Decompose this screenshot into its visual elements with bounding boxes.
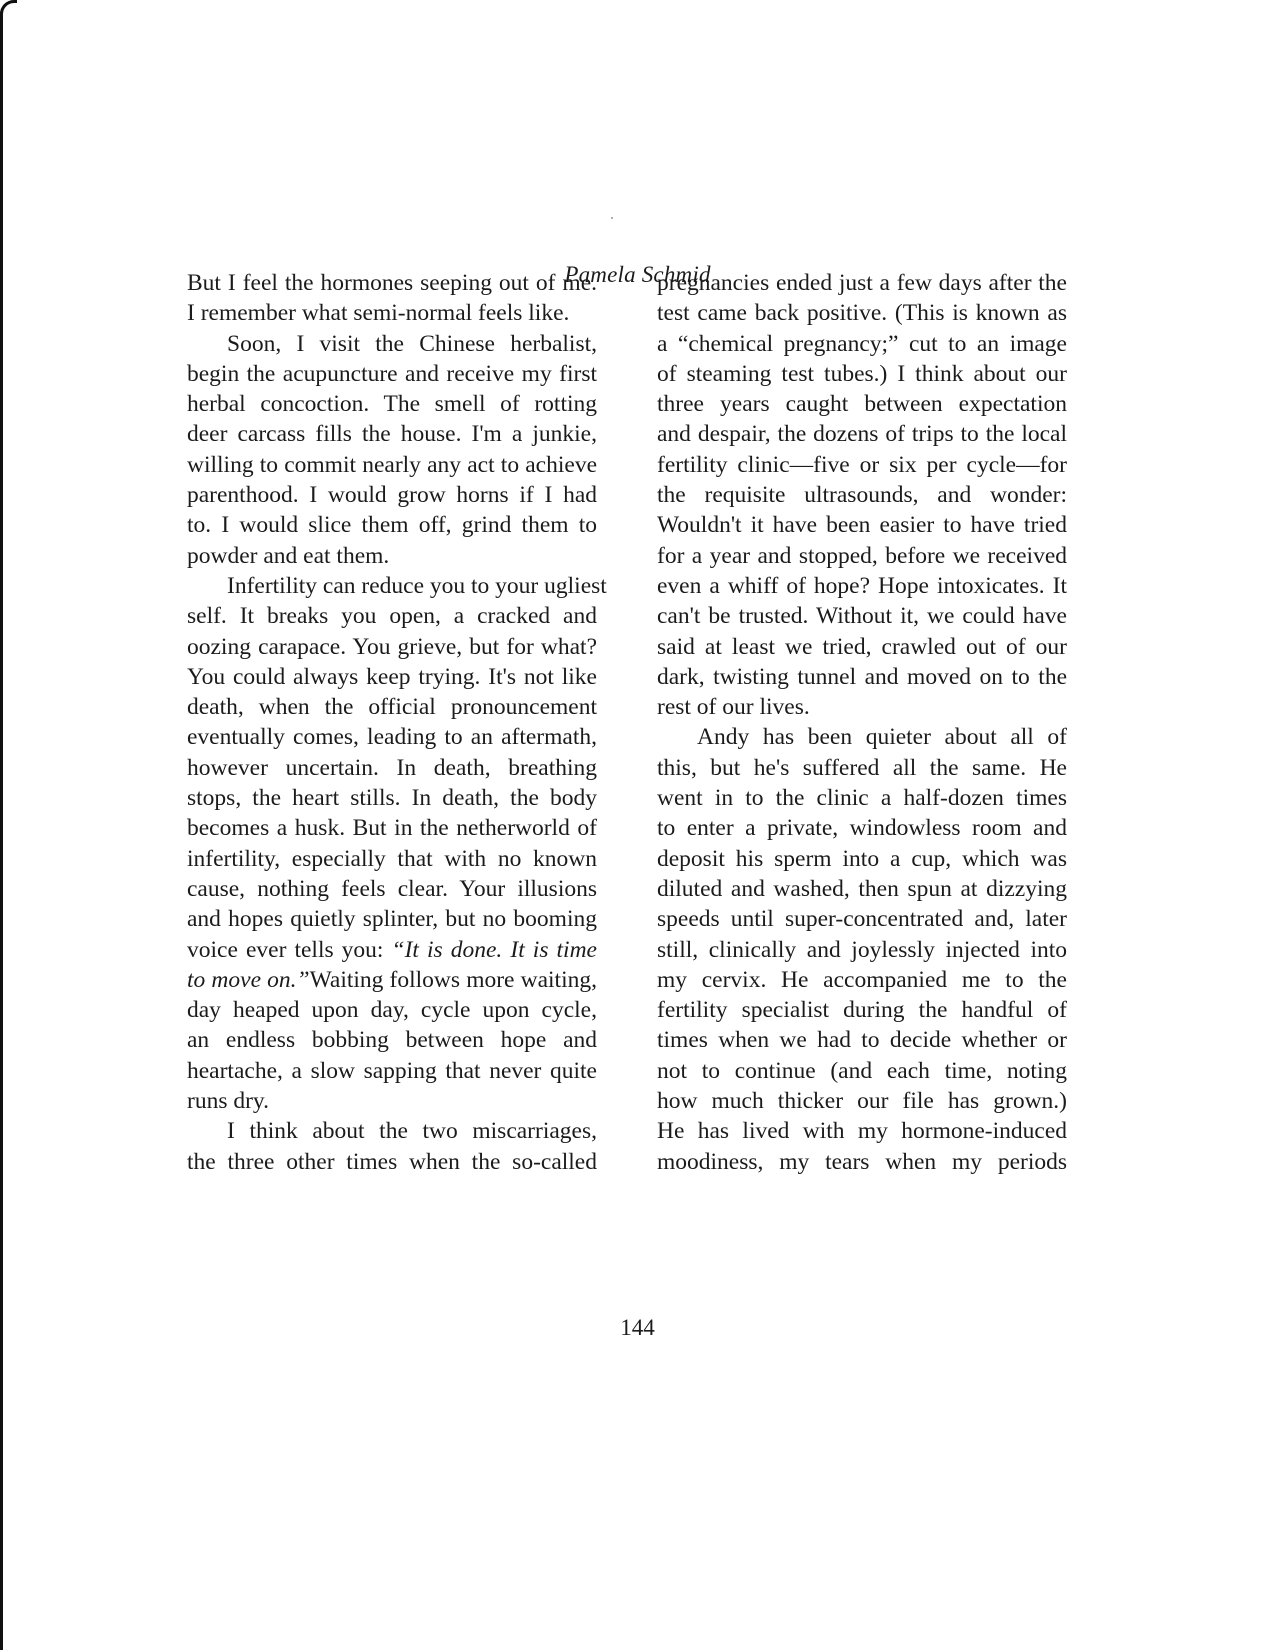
line-text: the three other times when the so-called <box>187 1148 597 1175</box>
line-text: even a whiff of hope? Hope intoxicates. It <box>657 572 1067 599</box>
text-line <box>657 1116 1067 1146</box>
line-text: however uncertain. In death, breathing <box>187 754 597 781</box>
text-line <box>657 722 1067 752</box>
line-text: my cervix. He accompanied me to the <box>657 966 1067 993</box>
text-line <box>187 722 597 752</box>
line-text: deer carcass fills the house. I'm a junkie, <box>187 421 597 448</box>
line-text: I think about the two miscarriages, <box>227 1118 597 1145</box>
text-line <box>187 935 597 965</box>
line-text: of steaming test tubes.) I think about our <box>657 360 1067 387</box>
italic-quote: to move on.” <box>187 966 310 993</box>
line-text: deposit his sperm into a cup, which was <box>657 845 1067 872</box>
text-line <box>657 692 1067 722</box>
line-text: and hopes quietly splinter, but no booming <box>187 906 597 933</box>
line-text: three years caught between expectation <box>657 391 1067 418</box>
text-line <box>657 298 1067 328</box>
text-line <box>657 419 1067 449</box>
text-line <box>187 450 597 480</box>
line-text: You could always keep trying. It's not like <box>187 663 597 690</box>
text-line <box>187 1086 597 1116</box>
text-line <box>187 874 597 904</box>
line-text: not to continue (and each time, noting <box>657 1057 1067 1084</box>
text-line <box>657 389 1067 419</box>
text-line <box>657 1056 1067 1086</box>
text-line <box>187 692 597 722</box>
text-line <box>657 329 1067 359</box>
line-text: and despair, the dozens of trips to the local <box>657 421 1067 448</box>
line-text: I remember what semi-normal feels like. <box>187 300 570 327</box>
line-text: test came back positive. (This is known as <box>657 300 1067 327</box>
line-text: begin the acupuncture and receive my first <box>187 360 597 387</box>
page-number: 144 <box>620 1315 655 1340</box>
text-line <box>657 753 1067 783</box>
line-text: how much thicker our file has grown.) <box>657 1088 1067 1115</box>
text-line <box>657 1086 1067 1116</box>
line-text: said at least we tried, crawled out of our <box>657 633 1067 660</box>
running-header: Pamela Schmid <box>564 262 711 287</box>
text-line <box>187 389 597 419</box>
line-text: times when we had to decide whether or <box>657 1027 1067 1054</box>
line-text: rest of our lives. <box>657 694 810 721</box>
text-line <box>187 1147 597 1177</box>
text-line <box>657 450 1067 480</box>
text-line <box>657 874 1067 904</box>
right-column <box>657 268 1067 1177</box>
text-line <box>187 844 597 874</box>
text-line <box>187 510 597 540</box>
line-text: self. It breaks you open, a cracked and <box>187 603 597 630</box>
line-text: He has lived with my hormone-induced <box>657 1118 1067 1145</box>
text-line <box>187 571 607 601</box>
text-line <box>657 813 1067 843</box>
line-text: willing to commit nearly any act to achieve <box>187 451 597 478</box>
line-text: can't be trusted. Without it, we could have <box>657 603 1067 630</box>
line-text: Infertility can reduce you to your ugliest <box>227 572 607 599</box>
line-text: death, when the official pronouncement <box>187 694 597 721</box>
line-text: becomes a husk. But in the netherworld of <box>187 815 597 842</box>
text-line <box>657 844 1067 874</box>
text-line <box>657 783 1067 813</box>
text-line <box>187 965 597 995</box>
line-text: went in to the clinic a half-dozen times <box>657 785 1067 812</box>
line-text: Waiting follows more waiting, <box>309 966 597 993</box>
text-line <box>657 965 1067 995</box>
line-text: voice ever tells you: <box>187 936 392 963</box>
text-line <box>187 813 597 843</box>
line-text: speeds until super-concentrated and, later <box>657 906 1067 933</box>
scan-edge <box>0 0 30 1650</box>
line-text: stops, the heart stills. In death, the body <box>187 785 597 812</box>
text-line <box>657 632 1067 662</box>
text-line <box>657 995 1067 1025</box>
line-text: day heaped upon day, cycle upon cycle, <box>187 997 597 1024</box>
line-text: fertility clinic—five or six per cycle—for <box>657 451 1067 478</box>
text-line <box>657 268 1067 298</box>
line-text: a “chemical pregnancy;” cut to an image <box>657 330 1067 357</box>
line-text: runs dry. <box>187 1088 270 1115</box>
line-text: cause, nothing feels clear. Your illusions <box>187 875 597 902</box>
line-text: the requisite ultrasounds, and wonder: <box>657 482 1067 509</box>
line-text: pregnancies ended just a few days after the <box>657 270 1067 296</box>
text-line <box>187 995 597 1025</box>
line-text: this, but he's suffered all the same. He <box>657 754 1067 781</box>
line-text: to. I would slice them off, grind them to <box>187 512 597 539</box>
left-column <box>187 268 607 1177</box>
line-text: dark, twisting tunnel and moved on to the <box>657 663 1067 690</box>
line-text: diluted and washed, then spun at dizzying <box>657 875 1067 902</box>
text-line <box>187 329 597 359</box>
text-line <box>187 601 597 631</box>
text-line <box>657 1025 1067 1055</box>
text-line <box>187 632 597 662</box>
line-text: an endless bobbing between hope and <box>187 1027 597 1054</box>
text-line <box>657 541 1067 571</box>
text-line <box>657 1147 1067 1177</box>
line-text: Soon, I visit the Chinese herbalist, <box>227 330 597 357</box>
text-line <box>657 662 1067 692</box>
text-line <box>657 480 1067 510</box>
text-line <box>187 298 597 328</box>
text-line <box>187 1056 597 1086</box>
line-text: Andy has been quieter about all of <box>697 724 1067 751</box>
text-line <box>187 480 597 510</box>
text-line <box>187 268 597 298</box>
text-line <box>657 601 1067 631</box>
line-text: moodiness, my tears when my periods <box>657 1148 1067 1175</box>
text-line <box>187 541 597 571</box>
line-text: to enter a private, windowless room and <box>657 815 1067 842</box>
text-line <box>187 783 597 813</box>
line-text: still, clinically and joylessly injected into <box>657 936 1067 963</box>
text-line <box>657 935 1067 965</box>
italic-quote: “It is done. It is time <box>391 936 597 963</box>
line-text: heartache, a slow sapping that never quite <box>187 1057 597 1084</box>
text-line <box>187 753 597 783</box>
line-text: infertility, especially that with no known <box>187 845 597 872</box>
scan-speck <box>611 217 613 219</box>
line-text: But I feel the hormones seeping out of me. <box>187 270 597 296</box>
line-text: oozing carapace. You grieve, but for what? <box>187 633 597 660</box>
text-line <box>187 419 597 449</box>
line-text: eventually comes, leading to an aftermath, <box>187 724 597 751</box>
text-line <box>187 359 597 389</box>
line-text: Wouldn't it have been easier to have tried <box>657 512 1067 539</box>
text-line <box>657 510 1067 540</box>
text-line <box>187 1116 597 1146</box>
text-line <box>187 1025 597 1055</box>
line-text: parenthood. I would grow horns if I had <box>187 482 597 509</box>
line-text: powder and eat them. <box>187 542 390 569</box>
text-line <box>657 904 1067 934</box>
text-line <box>657 359 1067 389</box>
line-text: fertility specialist during the handful of <box>657 997 1067 1024</box>
text-line <box>187 904 597 934</box>
text-line <box>187 662 597 692</box>
text-line <box>657 571 1067 601</box>
line-text: herbal concoction. The smell of rotting <box>187 391 597 418</box>
line-text: for a year and stopped, before we received <box>657 542 1067 569</box>
